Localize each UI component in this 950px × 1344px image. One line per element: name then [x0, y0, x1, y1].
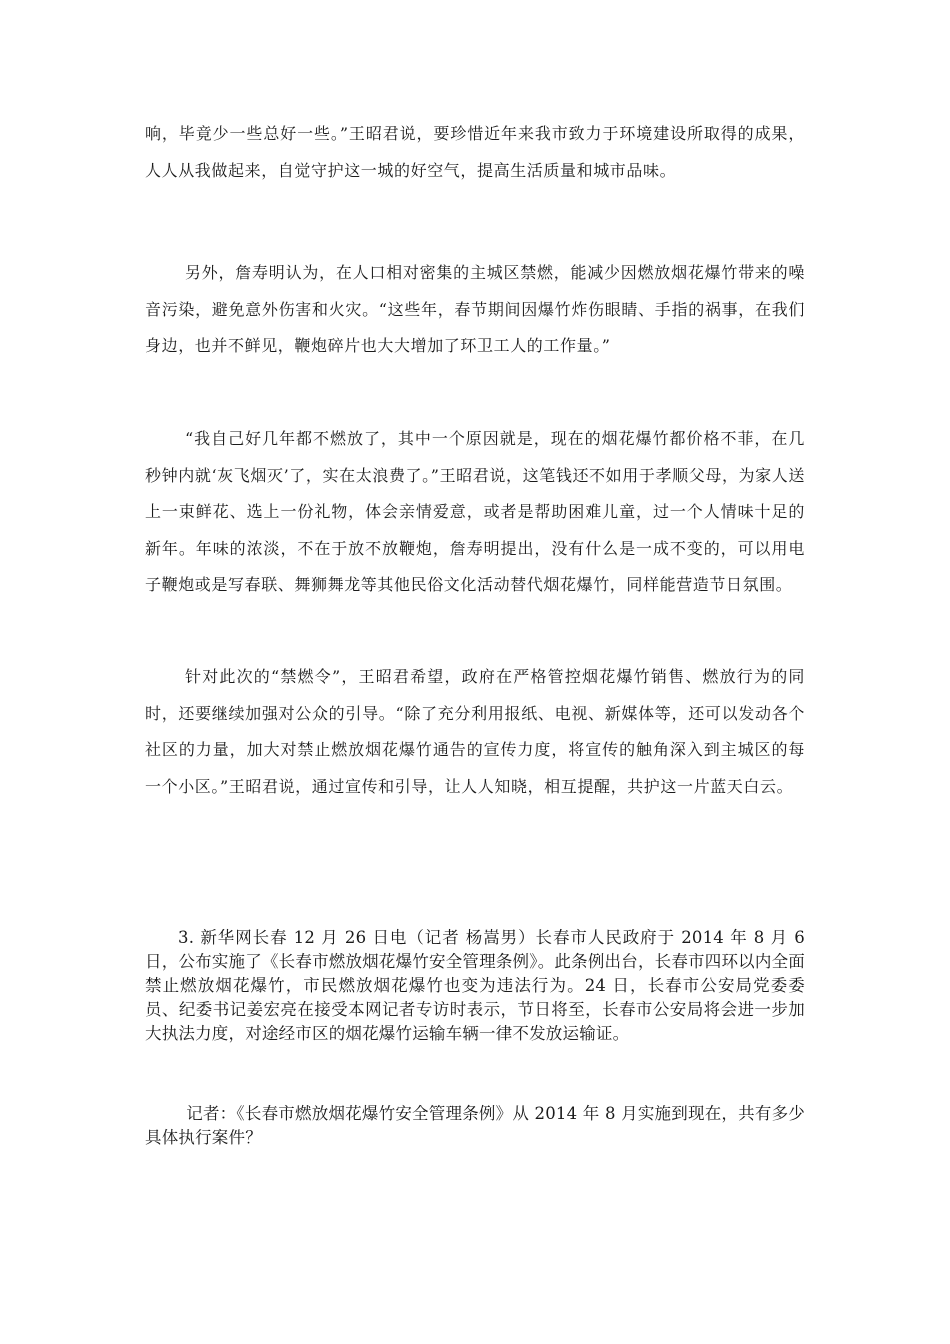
paragraph-environment-quote: 响，毕竟少一些总好一些。”王昭君说，要珍惜近年来我市致力于环境建设所取得的成果，人人从我做起来，自觉守护这一城的好空气，提高生活质量和城市品味。 — [145, 124, 805, 180]
paragraph-fireworks-cost: “我自己好几年都不燃放了，其中一个原因就是，现在的烟花爆竹都价格不菲，在几秒钟内就‘灰飞烟灭’了，实在太浪费了。”王昭君说，这笔钱还不如用于孝顺父母，为家人送上一束鲜花、选上一份礼物，体会亲情爱意，或者是帮助困难儿童，过一个人情味十足的新年。年味的浓淡，不在于放不放鞭炮，詹寿明提出，没有什么是一成不变的，可以用电子鞭炮或是写春联、舞狮舞龙等其他民俗文化活动替代烟花爆竹，同样能营造节日氛围。 — [145, 429, 805, 594]
paragraph-reporter-question: 记者：《长春市燃放烟花爆竹安全管理条例》从 2014 年 8 月实施到现在，共有多少具体执行案件？ — [145, 1104, 805, 1147]
paragraph-noise-pollution: 另外，詹寿明认为，在人口相对密集的主城区禁燃，能减少因燃放烟花爆竹带来的噪音污染，避免意外伤害和火灾。“这些年，春节期间因爆竹炸伤眼睛、手指的祸事，在我们身边，也并不鲜见，鞭炮碎片也大大增加了环卫工人的工作量。” — [145, 263, 805, 355]
paragraph-ban-publicity: 针对此次的“禁燃令”，王昭君希望，政府在严格管控烟花爆竹销售、燃放行为的同时，还要继续加强对公众的引导。“除了充分利用报纸、电视、新媒体等，还可以发动各个社区的力量，加大对禁止燃放烟花爆竹通告的宣传力度，将宣传的触角深入到主城区的每一个小区。”王昭君说，通过宣传和引导，让人人知晓，相互提醒，共护这一片蓝天白云。 — [145, 667, 805, 796]
paragraph-changchun-news: 3. 新华网长春 12 月 26 日电（记者 杨嵩男）长春市人民政府于 2014 年 8 月 6 日，公布实施了《长春市燃放烟花爆竹安全管理条例》。此条例出台，长春市四环以内全面禁止燃放烟花爆竹，市民燃放烟花爆竹也变为违法行为。24 日，长春市公安局党委委员、纪委书记姜宏亮在接受本网记者专访时表示，节日将至，长春市公安局将会进一步加大执法力度，对途经市区的烟花爆竹运输车辆一律不发放运输证。 — [145, 928, 805, 1043]
